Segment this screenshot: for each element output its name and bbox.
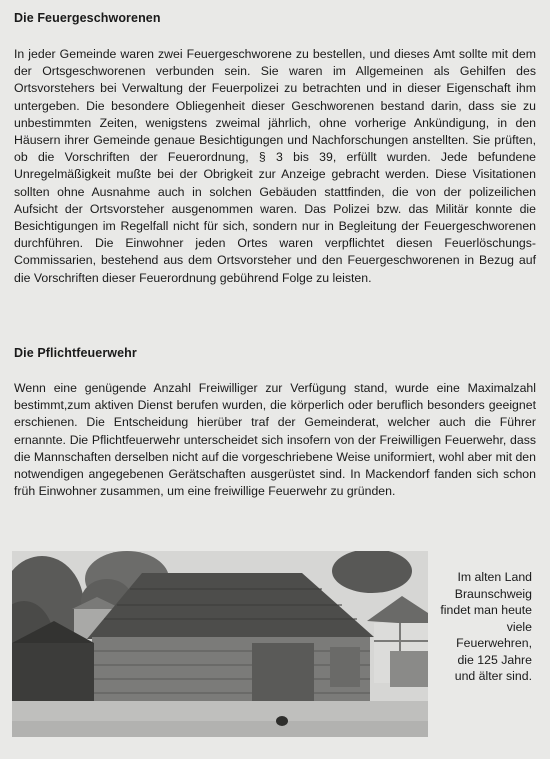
section-heading-pflichtfeuerwehr: Die Pflichtfeuerwehr	[14, 346, 137, 360]
photo-caption: Im alten Land Braunschweig findet man heute viele Feuerwehren, die 125 Jahre und älter sind.	[440, 570, 532, 683]
section-heading-feuergeschworenen: Die Feuergeschworenen	[14, 11, 161, 25]
section-body-feuergeschworenen: In jeder Gemeinde waren zwei Feuergeschworene zu bestellen, und dieses Amt sollte mit dem der Ortsgeschworenen verbunden sein. Sie waren im Allgemeinen als Gehilfen des Ortsvorstehers bei Verwaltung der Feuerpolizei zu betrachten und in dieser Eigenschaft ihm untergeben. Die besondere Obliegenheit dieser Geschworenen bestand darin, dass sie zu unbestimmten Zeiten, wenigstens zweimal jährlich, ohne vorherige Ankündigung, in den Häusern ihrer Gemeinde genaue Besichtigungen und Nachforschungen anstellten. Sie prüften, ob die Vorschriften der Feuerordnung, § 3 bis 39, erfüllt wurden. Jede befundene Unregelmäßigkeit mußte bei der Obrigkeit zur Anzeige gebracht werden. Diese Visitationen sollten ohne Ausnahme auch in solchen Gebäuden stattfinden, die von der polizeilichen Aufsicht der Ortsvorsteher ausgenommen waren. Das Polizei bzw. das Militär konnte die Besichtigungen im Regelfall nicht für sich, sondern nur in Begleitung der Feuergeschworenen durchführen. Die Einwohner jeden Ortes waren verpflichtet diesen Feuerlöschungs-Commissarien, bestehend aus dem Ortsvorsteher und den Feuergeschworenen in Bezug auf die Vorschriften dieser Feuerordnung gebührend Folge zu leisten.	[14, 47, 536, 285]
section-body-pflichtfeuerwehr: Wenn eine genügende Anzahl Freiwilliger zur Verfügung stand, wurde eine Maximalzahl bestimmt,zum aktiven Dienst berufen wurden, die körperlich oder beruflich besonders geeignet erschienen. Die Entscheidung hierüber traf der Gemeinderat, welcher auch die Führer ernannte. Die Pflichtfeuerwehr unterscheidet sich insofern von der Freiwilligen Feuerwehr, dass die Mannschaften derselben nicht auf die vorgeschriebene Weise uniformiert, wohl aber mit den notwendigen angegebenen Gerätschaften ausgerüstet sind. In Mackendorf fanden sich schon früh Einwohner zusammen, um eine freiwillige Feuerwehr zu gründen.	[14, 381, 536, 499]
fire-station-photo	[12, 551, 428, 737]
